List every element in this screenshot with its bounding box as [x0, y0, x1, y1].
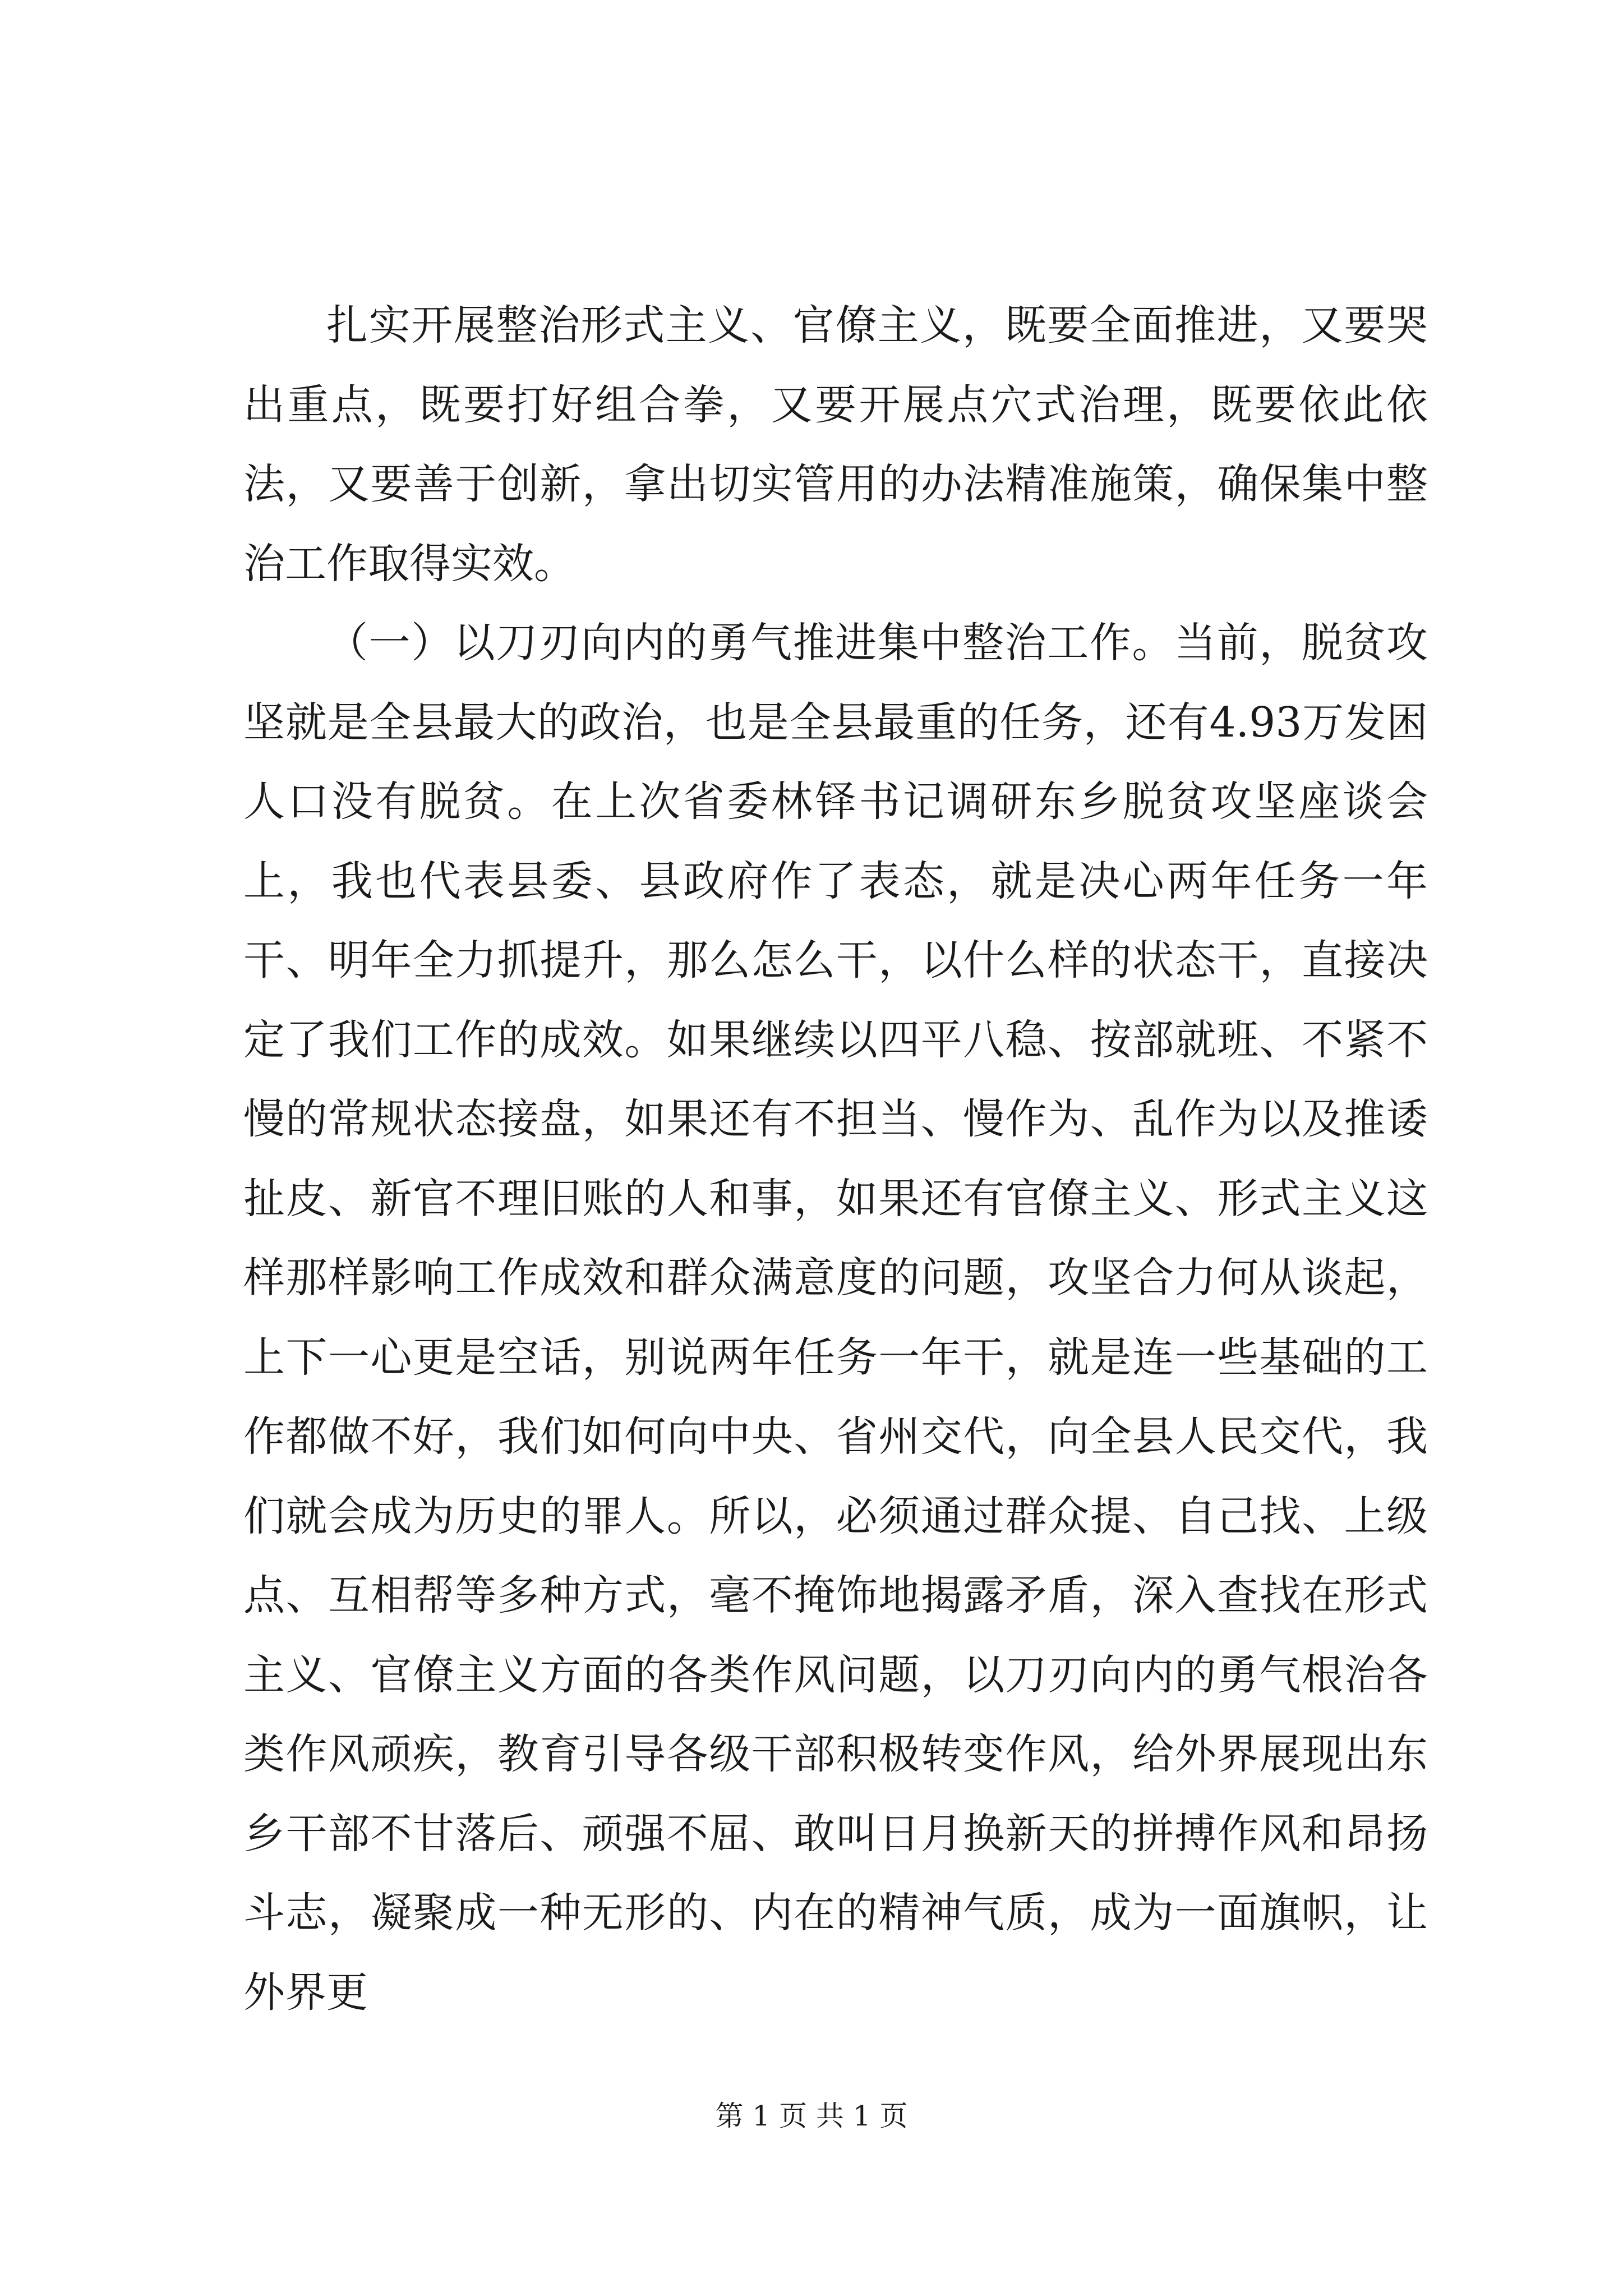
- document-body: [243, 286, 1428, 2032]
- paragraph-1: 扎实开展整治形式主义、官僚主义，既要全面推进，又要哭出重点，既要打好组合拳，又要开展点穴式治理，既要依此依法，又要善于创新，拿出切实管用的办法精准施策，确保集中整治工作取得实效。: [243, 301, 1428, 588]
- page-footer: 第 1 页 共 1 页: [715, 2100, 908, 2132]
- paragraph-2: （一）以刀刃向内的勇气推进集中整治工作。当前，脱贫攻坚就是全县最大的政治，也是全县最重的任务，还有4.93万发困人口没有脱贫。在上次省委林铎书记调研东乡脱贫攻坚座谈会上，我也代表县委、县政府作了表态，就是决心两年任务一年干、明年全力抓提升，那么怎么干，以什么样的状态干，直接决定了我们工作的成效。如果继续以四平八稳、按部就班、不紧不慢的常规状态接盘，如果还有不担当、慢作为、乱作为以及推诿扯皮、新官不理旧账的人和事，如果还有官僚主义、形式主义这样那样影响工作成效和群众满意度的问题，攻坚合力何从谈起，上下一心更是空话，别说两年任务一年干，就是连一些基础的工作都做不好，我们如何向中央、省州交代，向全县人民交代，我们就会成为历史的罪人。所以，必须通过群众提、自己找、上级点、互相帮等多种方式，毫不掩饰地揭露矛盾，深入查找在形式主义、官僚主义方面的各类作风问题，以刀刃向内的勇气根治各类作风顽疾，教育引导各级干部积极转变作风，给外界展现出东乡干部不甘落后、顽强不屈、敢叫日月换新天的拼搏作风和昂扬斗志，凝聚成一种无形的、内在的精神气质，成为一面旗帜，让外界更: [243, 619, 1428, 2017]
